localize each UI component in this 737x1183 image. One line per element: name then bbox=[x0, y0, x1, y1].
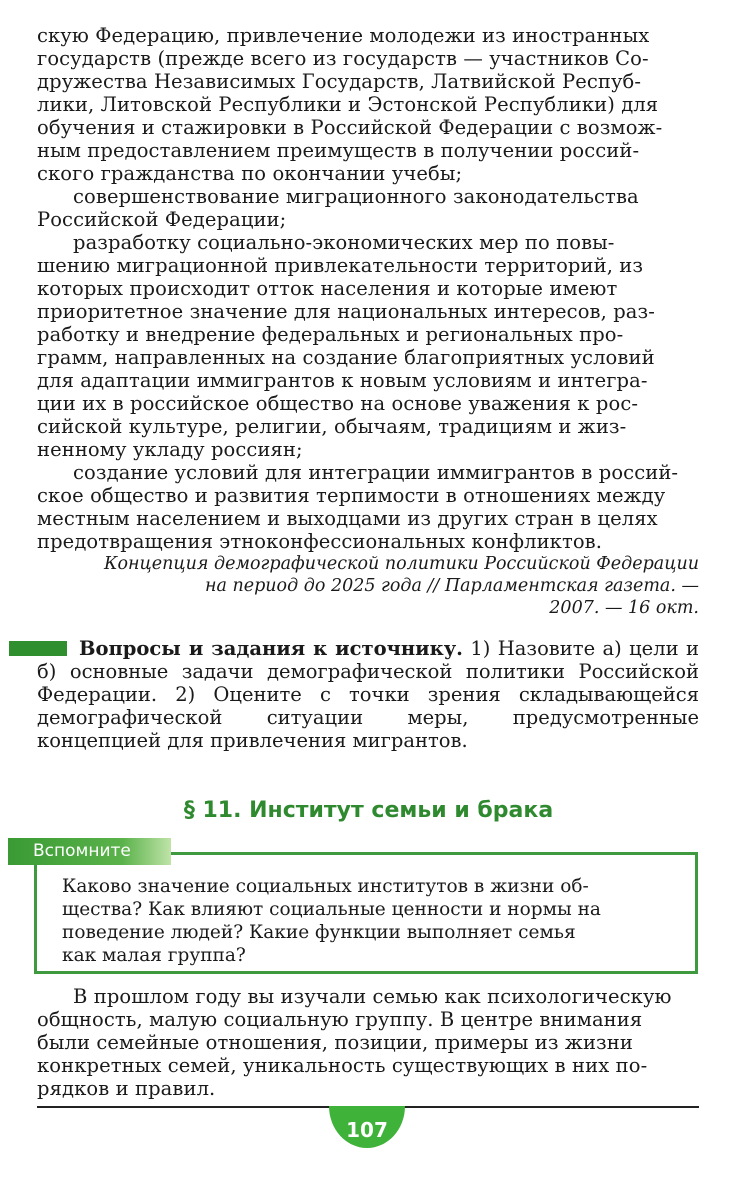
page-body bbox=[37, 24, 699, 772]
source-citation bbox=[37, 553, 699, 619]
text-line: приоритетное значение для национальных интересов, раз- bbox=[37, 300, 655, 323]
text-line: разработку социально-экономических мер по повы- bbox=[73, 231, 615, 254]
questions-text: 1) Назовите а) цели и б) основные задачи демографической политики Российской Федерации. 2) Оцените с точки зрения складывающейся демографической ситуации меры, предусмотренные концепцией для привлечения мигрантов. bbox=[37, 637, 700, 752]
text-line: щества? Как влияют социальные ценности и нормы на bbox=[62, 899, 601, 920]
text-line: грамм, направленных на создание благоприятных условий bbox=[37, 346, 655, 369]
closing-paragraph bbox=[37, 985, 699, 1100]
text-line: Каково значение социальных институтов в жизни об- bbox=[62, 876, 589, 897]
text-line: совершенствование миграционного законодательства bbox=[73, 185, 639, 208]
text-line: дружества Независимых Государств, Латвийской Респуб- bbox=[37, 70, 642, 93]
remember-tab: Вспомните bbox=[8, 838, 171, 865]
paragraph-migration-law bbox=[37, 185, 699, 231]
remember-box bbox=[34, 852, 698, 974]
text-line: Российской Федерации; bbox=[37, 208, 287, 231]
text-line: поведение людей? Какие функции выполняет семья bbox=[62, 922, 576, 943]
section-title: § 11. Институт семьи и брака bbox=[183, 798, 554, 823]
text-line: конкретных семей, уникальность существующих в них по- bbox=[37, 1054, 648, 1077]
remember-text bbox=[62, 875, 673, 967]
text-line: которых происходит отток населения и которые имеют bbox=[37, 277, 618, 300]
citation-line: 2007. — 16 окт. bbox=[549, 598, 699, 618]
questions-marker-bar bbox=[9, 641, 67, 656]
citation-line: на период до 2025 года // Парламентская газета. — bbox=[204, 576, 699, 596]
text-line: обучения и стажировки в Российской Федерации с возмож- bbox=[37, 116, 663, 139]
text-line: создание условий для интеграции иммигрантов в россий- bbox=[73, 461, 679, 484]
text-line: скую Федерацию, привлечение молодежи из иностранных bbox=[37, 24, 650, 47]
citation-line: Концепция демографической политики Российской Федерации bbox=[103, 554, 699, 574]
text-line: ным предоставлением преимуществ в получении россий- bbox=[37, 139, 640, 162]
page-number-badge: 107 bbox=[329, 1106, 405, 1148]
paragraph-integration bbox=[37, 461, 699, 553]
text-line: местным населением и выходцами из других стран в целях bbox=[37, 507, 658, 530]
closing-text bbox=[37, 985, 699, 1100]
text-line: ского гражданства по окончании учебы; bbox=[37, 162, 463, 185]
text-line: рядков и правил. bbox=[37, 1077, 216, 1100]
text-line: шению миграционной привлекательности территорий, из bbox=[37, 254, 644, 277]
text-line: ции их в российское общество на основе уважения к рос- bbox=[37, 392, 639, 415]
text-line: предотвращения этноконфессиональных конфликтов. bbox=[37, 530, 603, 553]
text-line: как малая группа? bbox=[62, 945, 246, 966]
questions-block bbox=[37, 637, 699, 752]
text-line: были семейные отношения, позиции, примеры из жизни bbox=[37, 1031, 633, 1054]
text-line: государств (прежде всего из государств — участников Со- bbox=[37, 47, 649, 70]
paragraph-continuation bbox=[37, 24, 699, 185]
text-line: ское общество и развития терпимости в отношениях между bbox=[37, 484, 666, 507]
questions-label: Вопросы и задания к источнику. bbox=[79, 637, 463, 660]
text-line: работку и внедрение федеральных и региональных про- bbox=[37, 323, 624, 346]
text-line: для адаптации иммигрантов к новым условиям и интегра- bbox=[37, 369, 648, 392]
paragraph-measures bbox=[37, 231, 699, 461]
text-line: общность, малую социальную группу. В центре внимания bbox=[37, 1008, 643, 1031]
text-line: ненному укладу россиян; bbox=[37, 438, 303, 461]
text-line: В прошлом году вы изучали семью как психологическую bbox=[73, 985, 672, 1008]
text-line: сийской культуре, религии, обычаям, традициям и жиз- bbox=[37, 415, 627, 438]
text-line: лики, Литовской Республики и Эстонской Республики) для bbox=[37, 93, 659, 116]
